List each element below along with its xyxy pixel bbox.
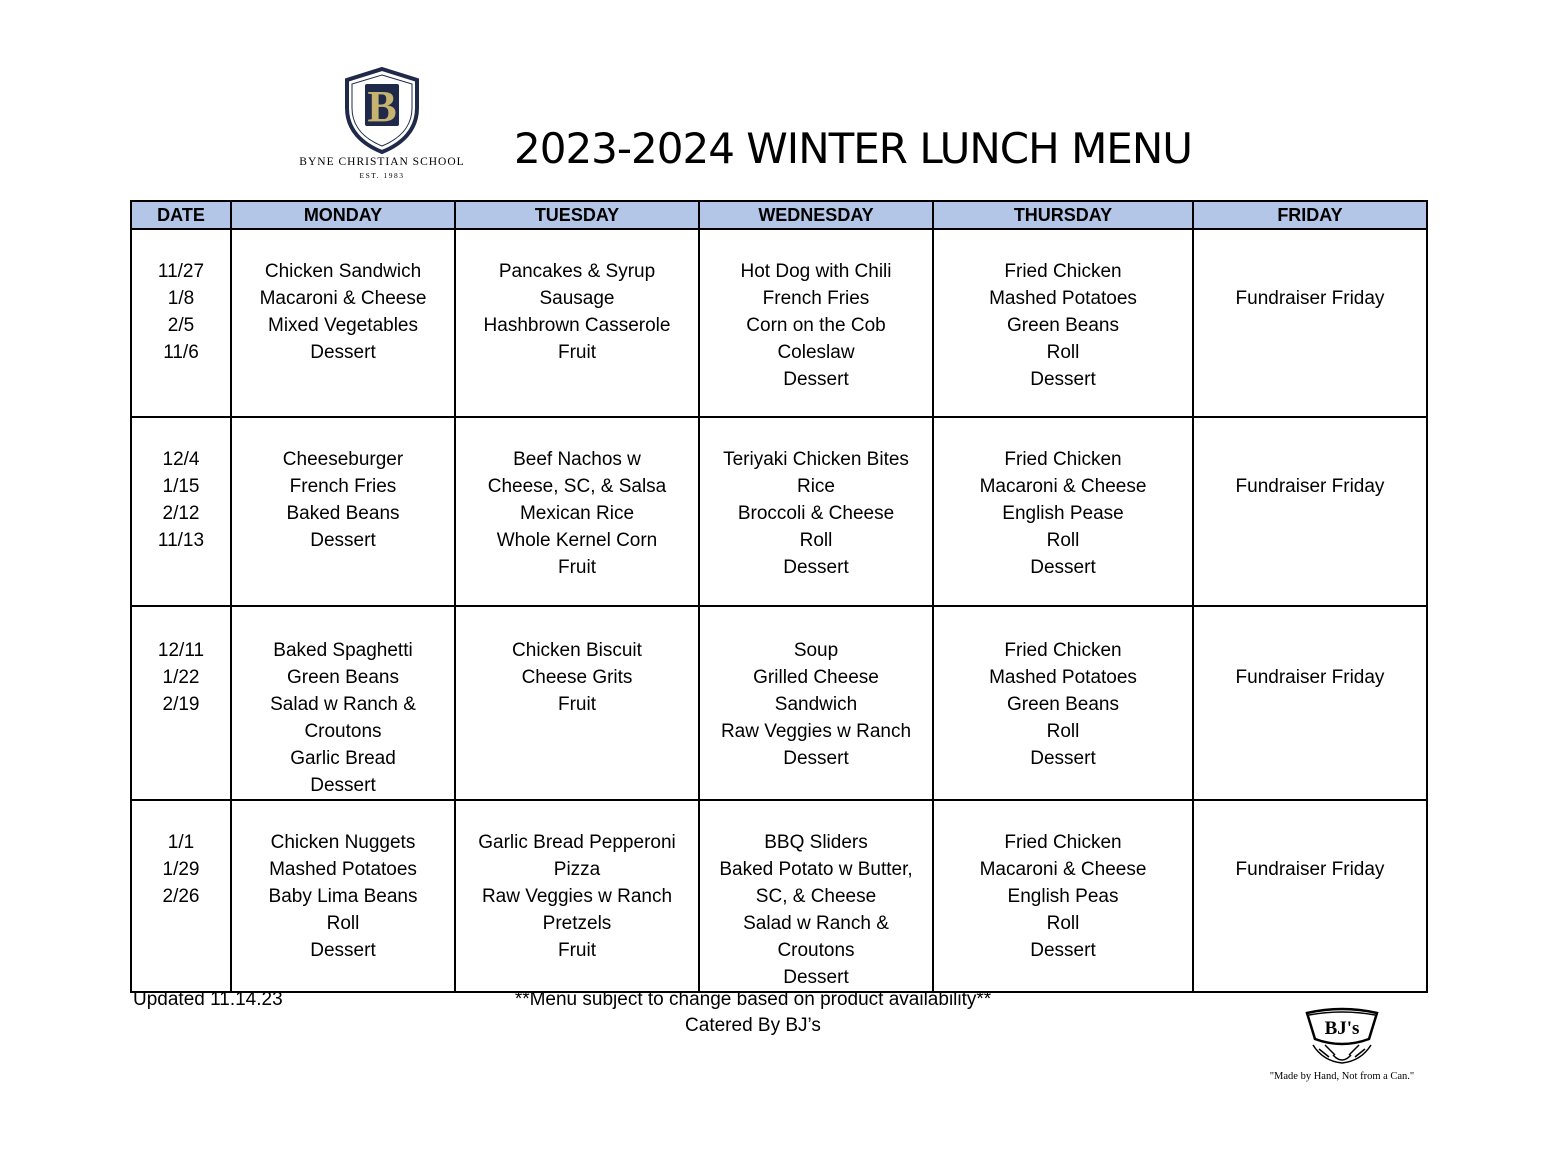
caterer-slogan: "Made by Hand, Not from a Can." xyxy=(1269,1071,1415,1082)
menu-item: English Pease xyxy=(1002,503,1124,524)
caterer-credit: Catered By BJ’s xyxy=(685,1015,821,1036)
menu-item: Green Beans xyxy=(287,667,399,688)
date-cell xyxy=(131,417,231,606)
menu-item: Fruit xyxy=(558,694,596,715)
menu-item: Garlic Bread Pepperoni xyxy=(478,832,676,853)
menu-item: English Peas xyxy=(1007,886,1119,907)
monday-cell xyxy=(231,606,455,800)
menu-item: Fruit xyxy=(558,342,596,363)
menu-item: Macaroni & Cheese xyxy=(979,476,1147,497)
menu-item: Cheese, SC, & Salsa xyxy=(487,476,667,497)
menu-item: Teriyaki Chicken Bites xyxy=(723,449,909,470)
caterer-logo xyxy=(1258,1005,1426,1085)
friday-cell xyxy=(1193,229,1427,417)
menu-item: Cheese Grits xyxy=(521,667,633,688)
date-line: 12/4 xyxy=(162,449,200,470)
date-line: 1/22 xyxy=(162,667,200,688)
menu-item: Mixed Vegetables xyxy=(268,315,418,336)
school-crest-icon xyxy=(342,66,422,154)
friday-cell xyxy=(1193,606,1427,800)
school-logo xyxy=(292,66,472,190)
date-line: 1/29 xyxy=(162,859,200,880)
menu-item: Sausage xyxy=(539,288,615,309)
date-line: 12/11 xyxy=(157,640,205,661)
date-line: 2/19 xyxy=(162,694,200,715)
menu-item: Dessert xyxy=(310,940,376,961)
date-line: 1/8 xyxy=(167,288,195,309)
menu-item: Pretzels xyxy=(542,913,612,934)
menu-item: Coleslaw xyxy=(777,342,855,363)
menu-item: Fundraiser Friday xyxy=(1235,476,1385,497)
menu-item: Macaroni & Cheese xyxy=(979,859,1147,880)
menu-item: Mexican Rice xyxy=(519,503,635,524)
menu-item: Green Beans xyxy=(1007,315,1119,336)
menu-item: Baby Lima Beans xyxy=(268,886,418,907)
menu-item: Pancakes & Syrup xyxy=(498,261,656,282)
school-name: BYNE CHRISTIAN SCHOOL xyxy=(299,156,465,168)
menu-item: Hot Dog with Chili xyxy=(740,261,892,282)
header-friday: FRIDAY xyxy=(1193,201,1427,229)
table-header-row xyxy=(131,201,1427,229)
menu-item: Green Beans xyxy=(1007,694,1119,715)
date-line: 11/6 xyxy=(163,342,199,363)
header-tuesday: TUESDAY xyxy=(455,201,699,229)
wednesday-cell xyxy=(699,800,933,992)
menu-item: BBQ Sliders xyxy=(764,832,868,853)
wednesday-cell xyxy=(699,229,933,417)
thursday-cell xyxy=(933,229,1193,417)
menu-disclaimer: **Menu subject to change based on product availability** xyxy=(514,989,992,1010)
header-wednesday: WEDNESDAY xyxy=(699,201,933,229)
table-row xyxy=(131,800,1427,992)
menu-item: Dessert xyxy=(783,967,849,988)
menu-item: Broccoli & Cheese xyxy=(737,503,895,524)
monday-cell xyxy=(231,229,455,417)
menu-item: Chicken Nuggets xyxy=(270,832,416,853)
menu-item: Dessert xyxy=(1030,748,1096,769)
menu-item: Croutons xyxy=(304,721,382,742)
menu-item: Mashed Potatoes xyxy=(989,667,1137,688)
wednesday-cell xyxy=(699,417,933,606)
date-line: 1/1 xyxy=(167,832,195,853)
menu-item: Macaroni & Cheese xyxy=(259,288,427,309)
date-line: 11/27 xyxy=(157,261,205,282)
menu-item: Baked Potato w Butter, xyxy=(719,859,913,880)
menu-item: Dessert xyxy=(310,342,376,363)
lunch-menu-table xyxy=(130,200,1428,993)
menu-item: Croutons xyxy=(777,940,855,961)
menu-item: Dessert xyxy=(783,748,849,769)
menu-item: Fundraiser Friday xyxy=(1235,667,1385,688)
menu-item: Beef Nachos w xyxy=(513,449,641,470)
friday-cell xyxy=(1193,417,1427,606)
menu-item: Dessert xyxy=(783,557,849,578)
menu-item: Dessert xyxy=(1030,940,1096,961)
menu-item: Roll xyxy=(1046,530,1080,551)
header-monday: MONDAY xyxy=(231,201,455,229)
date-line: 1/15 xyxy=(162,476,200,497)
monday-cell xyxy=(231,417,455,606)
page-title: 2023-2024 WINTER LUNCH MENU xyxy=(514,124,1192,173)
menu-item: Cheeseburger xyxy=(282,449,404,470)
friday-cell xyxy=(1193,800,1427,992)
menu-item: Fundraiser Friday xyxy=(1235,288,1385,309)
menu-item: Baked Beans xyxy=(286,503,400,524)
monday-cell xyxy=(231,800,455,992)
menu-item: Rice xyxy=(796,476,835,497)
thursday-cell xyxy=(933,800,1193,992)
menu-item: Roll xyxy=(1046,342,1080,363)
menu-item: Soup xyxy=(793,640,839,661)
menu-item: Salad w Ranch & xyxy=(743,913,889,934)
menu-item: Mashed Potatoes xyxy=(269,859,417,880)
menu-item: Dessert xyxy=(1030,557,1096,578)
menu-item: Fried Chicken xyxy=(1004,640,1122,661)
table-row xyxy=(131,229,1427,417)
menu-item: Roll xyxy=(326,913,360,934)
table-row xyxy=(131,417,1427,606)
school-established: EST. 1983 xyxy=(359,171,405,180)
menu-item: Roll xyxy=(1046,913,1080,934)
updated-date: Updated 11.14.23 xyxy=(133,989,283,1010)
tuesday-cell xyxy=(455,417,699,606)
menu-item: Fried Chicken xyxy=(1004,261,1122,282)
table-row xyxy=(131,606,1427,800)
menu-item: Grilled Cheese xyxy=(753,667,879,688)
menu-item: French Fries xyxy=(289,476,397,497)
menu-item: Roll xyxy=(1046,721,1080,742)
menu-item: Fruit xyxy=(558,557,596,578)
menu-item: Corn on the Cob xyxy=(746,315,886,336)
menu-item: Fried Chicken xyxy=(1004,832,1122,853)
date-line: 2/5 xyxy=(167,315,195,336)
menu-item: Raw Veggies w Ranch xyxy=(481,886,673,907)
menu-item: Fried Chicken xyxy=(1004,449,1122,470)
date-cell xyxy=(131,229,231,417)
menu-item: Dessert xyxy=(310,775,376,796)
menu-item: Sandwich xyxy=(774,694,858,715)
svg-text:BJ's: BJ's xyxy=(1324,1018,1360,1039)
date-cell xyxy=(131,606,231,800)
menu-item: Raw Veggies w Ranch xyxy=(720,721,912,742)
menu-item: Dessert xyxy=(1030,369,1096,390)
menu-item: Chicken Biscuit xyxy=(512,640,642,661)
menu-item: Salad w Ranch & xyxy=(270,694,416,715)
date-cell xyxy=(131,800,231,992)
date-line: 2/26 xyxy=(162,886,200,907)
tuesday-cell xyxy=(455,229,699,417)
date-line: 2/12 xyxy=(162,503,200,524)
menu-item: Garlic Bread xyxy=(290,748,396,769)
thursday-cell xyxy=(933,606,1193,800)
menu-item: Baked Spaghetti xyxy=(273,640,413,661)
date-line: 11/13 xyxy=(157,530,205,551)
menu-item: Whole Kernel Corn xyxy=(496,530,658,551)
menu-item: Pizza xyxy=(553,859,601,880)
wednesday-cell xyxy=(699,606,933,800)
header-thursday: THURSDAY xyxy=(933,201,1193,229)
menu-item: SC, & Cheese xyxy=(755,886,877,907)
menu-item: Fundraiser Friday xyxy=(1235,859,1385,880)
tuesday-cell xyxy=(455,800,699,992)
menu-item: French Fries xyxy=(762,288,870,309)
bowl-hands-icon xyxy=(1303,1005,1381,1069)
svg-text:B: B xyxy=(367,82,397,131)
tuesday-cell xyxy=(455,606,699,800)
menu-item: Dessert xyxy=(310,530,376,551)
menu-item: Fruit xyxy=(558,940,596,961)
menu-item: Mashed Potatoes xyxy=(989,288,1137,309)
menu-item: Chicken Sandwich xyxy=(264,261,422,282)
header-date: DATE xyxy=(131,201,231,229)
thursday-cell xyxy=(933,417,1193,606)
menu-item: Roll xyxy=(799,530,833,551)
menu-item: Hashbrown Casserole xyxy=(483,315,671,336)
menu-item: Dessert xyxy=(783,369,849,390)
